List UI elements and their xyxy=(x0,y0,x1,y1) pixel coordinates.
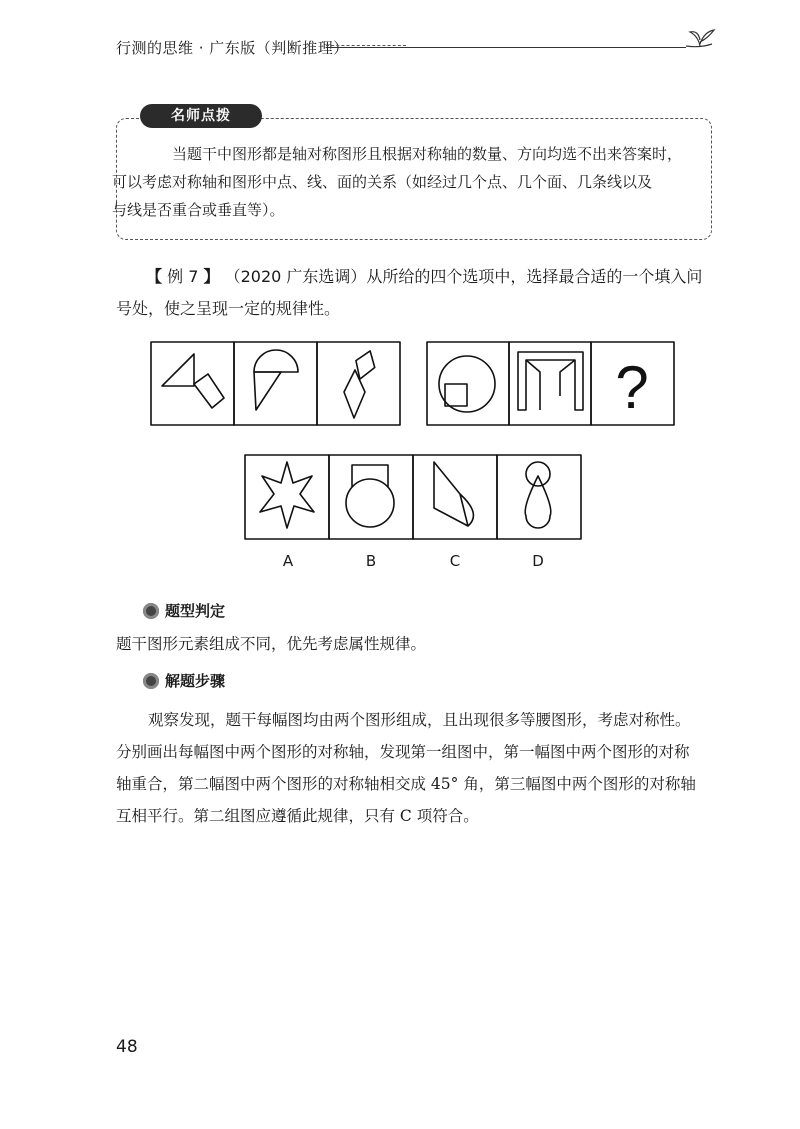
section-steps-title: 解题步骤 xyxy=(165,672,226,690)
question-line-2: 号处，使之呈现一定的规律性。 xyxy=(116,299,341,318)
option-d-shape xyxy=(525,462,551,528)
two-rhombus-shape xyxy=(344,347,380,418)
circle-square-shape xyxy=(439,356,495,412)
bracket-shape xyxy=(518,352,583,410)
group1-cell-2 xyxy=(234,342,317,425)
section-bullet-icon xyxy=(143,673,159,689)
option-d-cell xyxy=(497,455,581,539)
example-tag: 例 7 xyxy=(167,267,199,286)
steps-line: 观察发现，题干每幅图均由两个图形组成，且出现很多等腰图形，考虑对称性。 xyxy=(148,711,691,729)
section-steps-heading xyxy=(143,670,225,691)
option-c-cell xyxy=(413,455,497,539)
semicircle-triangle-shape xyxy=(254,350,298,410)
option-label-a: A xyxy=(282,552,294,570)
group2-cell-2 xyxy=(509,342,591,425)
steps-line: 轴重合，第二幅图中两个图形的对称轴相交成 45° 角，第三幅图中两个图形的对称轴 xyxy=(116,775,696,793)
section-type-text: 题干图形元素组成不同，优先考虑属性规律。 xyxy=(116,635,427,653)
option-c-shape xyxy=(434,462,473,526)
option-label-d: D xyxy=(532,552,544,570)
option-a-star xyxy=(260,462,314,528)
section-bullet-icon xyxy=(143,603,159,619)
tip-line: 可以考虑对称轴和图形中点、线、面的关系（如经过几个点、几个面、几条线以及 xyxy=(112,173,653,191)
running-header-title: 行测的思维 · 广东版（判断推理） xyxy=(116,39,349,57)
option-label-c: C xyxy=(449,552,461,570)
steps-line: 分别画出每幅图中两个图形的对称轴，发现第一组图中，第一幅图中两个图形的对称 xyxy=(116,743,690,761)
example-bracket-right: 】 xyxy=(203,267,220,286)
tip-line: 与线是否重合或垂直等）。 xyxy=(112,201,285,219)
group1-cell-3 xyxy=(317,342,400,425)
section-type-title: 题型判定 xyxy=(165,602,226,620)
section-steps-text xyxy=(116,704,716,832)
question-mark: ? xyxy=(615,354,649,421)
section-type-heading xyxy=(143,600,225,621)
option-b-shape xyxy=(346,465,394,527)
steps-line: 互相平行。第二组图应遵循此规律，只有 C 项符合。 xyxy=(116,807,479,825)
page-number: 48 xyxy=(116,1037,138,1057)
question-text-1: （2020 广东选调）从所给的四个选项中，选择最合适的一个填入问 xyxy=(224,267,703,286)
tip-line: 当题干中图形都是轴对称图形且根据对称轴的数量、方向均选不出来答案时， xyxy=(172,145,683,163)
triangle-parallelogram-shape xyxy=(162,354,224,408)
option-label-b: B xyxy=(365,552,377,570)
tip-badge: 名师点拨 xyxy=(140,104,262,128)
example-bracket-left: 【 xyxy=(146,267,163,286)
